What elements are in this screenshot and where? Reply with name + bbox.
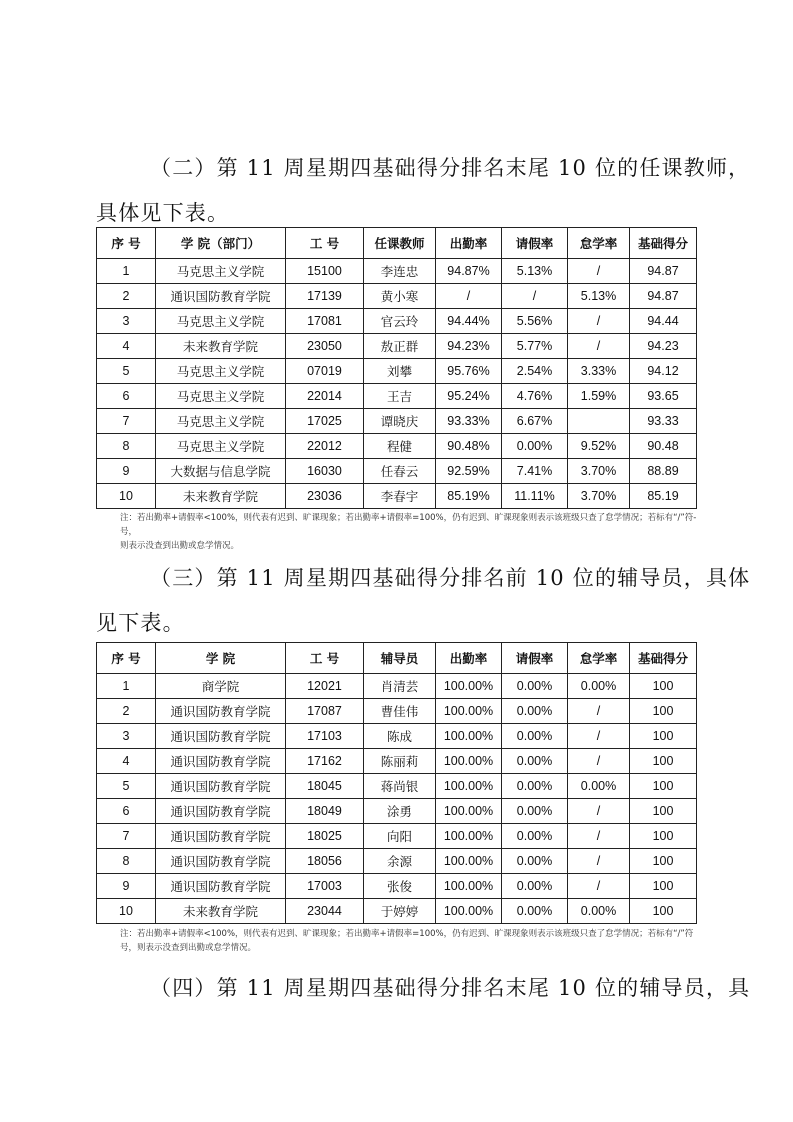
table-cell: 85.19% <box>436 484 502 509</box>
table-cell: 94.23 <box>630 334 697 359</box>
table-cell: 马克思主义学院 <box>156 384 286 409</box>
table-cell: 5 <box>97 359 156 384</box>
table-cell: / <box>568 849 630 874</box>
table-cell: 94.87% <box>436 259 502 284</box>
table-row <box>97 409 697 434</box>
table-cell: / <box>568 874 630 899</box>
column-header: 任课教师 <box>364 228 436 259</box>
column-header: 请假率 <box>502 643 568 674</box>
table-row <box>97 849 697 874</box>
table-row <box>97 874 697 899</box>
note-line: 注：若出勤率+请假率<100%，则代表有迟到、旷课现象；若出勤率+请假率=100%，仍有迟到、旷课现象则表示该班级只查了怠学情况；若标有“/”符-号， <box>120 513 697 537</box>
table-row <box>97 824 697 849</box>
table-cell: 8 <box>97 434 156 459</box>
column-header: 工 号 <box>286 228 364 259</box>
table-cell: 通识国防教育学院 <box>156 284 286 309</box>
table-cell: 93.65 <box>630 384 697 409</box>
table-cell: 涂勇 <box>364 799 436 824</box>
table-row <box>97 749 697 774</box>
column-header: 辅导员 <box>364 643 436 674</box>
table-cell: 100.00% <box>436 899 502 924</box>
table-cell: 11.11% <box>502 484 568 509</box>
table-cell: 蒋尚银 <box>364 774 436 799</box>
table-cell: 商学院 <box>156 674 286 699</box>
table-cell: 85.19 <box>630 484 697 509</box>
table-cell: 7 <box>97 824 156 849</box>
table-row <box>97 434 697 459</box>
table-row <box>97 724 697 749</box>
table-cell: 0.00% <box>502 899 568 924</box>
table-cell: 17087 <box>286 699 364 724</box>
section2-heading-line2: 具体见下表。 <box>96 201 230 225</box>
table-cell: 陈成 <box>364 724 436 749</box>
table-row <box>97 484 697 509</box>
note-line: 则表示没查到出勤或怠学情况。 <box>120 541 240 551</box>
table-cell: 0.00% <box>568 899 630 924</box>
table-cell: 100 <box>630 774 697 799</box>
table-cell: 马克思主义学院 <box>156 409 286 434</box>
table-cell: 7 <box>97 409 156 434</box>
table-cell: 黄小寒 <box>364 284 436 309</box>
table-cell: 92.59% <box>436 459 502 484</box>
table-cell: 余源 <box>364 849 436 874</box>
section3-heading-cont <box>96 601 706 646</box>
table-cell: 100.00% <box>436 799 502 824</box>
column-header: 学 院（部门） <box>156 228 286 259</box>
table-cell: 4 <box>97 749 156 774</box>
table-cell: 93.33 <box>630 409 697 434</box>
table-cell: 100 <box>630 899 697 924</box>
table-cell: / <box>436 284 502 309</box>
column-header: 怠学率 <box>568 643 630 674</box>
column-header: 出勤率 <box>436 643 502 674</box>
column-header: 学 院 <box>156 643 286 674</box>
table-cell: 4 <box>97 334 156 359</box>
table-cell: 5.56% <box>502 309 568 334</box>
table-cell: 100.00% <box>436 774 502 799</box>
table-cell: 5.77% <box>502 334 568 359</box>
table-cell: 曹佳伟 <box>364 699 436 724</box>
table-cell: 100.00% <box>436 874 502 899</box>
table-cell: 90.48% <box>436 434 502 459</box>
table-cell: 88.89 <box>630 459 697 484</box>
table-cell: 0.00% <box>502 434 568 459</box>
table-cell: 5 <box>97 774 156 799</box>
table-row <box>97 459 697 484</box>
table-cell: 通识国防教育学院 <box>156 874 286 899</box>
table-cell: 0.00% <box>502 724 568 749</box>
table-cell: 9 <box>97 459 156 484</box>
table-cell: 15100 <box>286 259 364 284</box>
table-note <box>120 511 710 553</box>
table-cell: 于婷婷 <box>364 899 436 924</box>
table-cell: 100 <box>630 724 697 749</box>
table-cell: 17139 <box>286 284 364 309</box>
table-cell: 1 <box>97 259 156 284</box>
table-cell: 100 <box>630 749 697 774</box>
table-cell: 李春宇 <box>364 484 436 509</box>
table-cell: 5.13% <box>568 284 630 309</box>
table-cell: 0.00% <box>502 799 568 824</box>
table-header-row <box>97 228 697 259</box>
table-cell: 大数据与信息学院 <box>156 459 286 484</box>
table-cell: 通识国防教育学院 <box>156 849 286 874</box>
table-cell: 10 <box>97 899 156 924</box>
column-header: 基础得分 <box>630 643 697 674</box>
table-cell: 17162 <box>286 749 364 774</box>
table-cell: 未来教育学院 <box>156 899 286 924</box>
table-cell: / <box>568 749 630 774</box>
section3-heading-line1: （三）第 11 周星期四基础得分排名前 10 位的辅导员，具体 <box>150 566 751 590</box>
table-cell: 李连忠 <box>364 259 436 284</box>
section2-heading <box>150 146 760 191</box>
table-cell: 马克思主义学院 <box>156 309 286 334</box>
table-cell: 0.00% <box>502 874 568 899</box>
table-cell: 22012 <box>286 434 364 459</box>
table-cell: 3.33% <box>568 359 630 384</box>
section3-heading <box>150 556 760 601</box>
table-header-row <box>97 643 697 674</box>
table-cell: / <box>568 799 630 824</box>
table-cell: 90.48 <box>630 434 697 459</box>
table-cell: 陈丽莉 <box>364 749 436 774</box>
table-cell: 17003 <box>286 874 364 899</box>
column-header: 序 号 <box>97 643 156 674</box>
table-row <box>97 899 697 924</box>
column-header: 请假率 <box>502 228 568 259</box>
table-cell: 王吉 <box>364 384 436 409</box>
table-cell: 95.24% <box>436 384 502 409</box>
table-cell: 0.00% <box>568 674 630 699</box>
table-cell: 6.67% <box>502 409 568 434</box>
table-cell: 2 <box>97 699 156 724</box>
table-cell: 官云玲 <box>364 309 436 334</box>
table-cell: 94.87 <box>630 284 697 309</box>
table-cell: 0.00% <box>502 774 568 799</box>
table-cell: 94.87 <box>630 259 697 284</box>
table-cell: 100.00% <box>436 749 502 774</box>
table-cell: 5.13% <box>502 259 568 284</box>
table-cell: 通识国防教育学院 <box>156 799 286 824</box>
table-cell: 程健 <box>364 434 436 459</box>
table-row <box>97 284 697 309</box>
table-cell: 94.44 <box>630 309 697 334</box>
table-cell: 17103 <box>286 724 364 749</box>
table-cell: 6 <box>97 384 156 409</box>
table-cell: 通识国防教育学院 <box>156 724 286 749</box>
table-cell: 100.00% <box>436 699 502 724</box>
table-cell: 9 <box>97 874 156 899</box>
table-cell: 刘攀 <box>364 359 436 384</box>
counselor-ranking-table <box>96 642 697 924</box>
table-cell: 谭晓庆 <box>364 409 436 434</box>
table-cell: 100.00% <box>436 824 502 849</box>
section4-heading-line1: （四）第 11 周星期四基础得分排名末尾 10 位的辅导员，具 <box>150 976 751 1000</box>
table-cell: 100.00% <box>436 674 502 699</box>
table-cell: 马克思主义学院 <box>156 359 286 384</box>
table-cell: / <box>502 284 568 309</box>
table-cell: 100 <box>630 699 697 724</box>
table-cell: 12021 <box>286 674 364 699</box>
table-cell: 任春云 <box>364 459 436 484</box>
section3-heading-line2: 见下表。 <box>96 611 185 635</box>
table-cell: / <box>568 699 630 724</box>
table-cell: / <box>568 259 630 284</box>
section4-heading <box>150 966 760 1011</box>
table-cell: 通识国防教育学院 <box>156 774 286 799</box>
table-cell: 张俊 <box>364 874 436 899</box>
table-cell: 18045 <box>286 774 364 799</box>
table-cell: / <box>568 334 630 359</box>
column-header: 工 号 <box>286 643 364 674</box>
table-cell: 敖正群 <box>364 334 436 359</box>
table-note <box>120 927 710 955</box>
column-header: 出勤率 <box>436 228 502 259</box>
table-cell: 1.59% <box>568 384 630 409</box>
note-line: 注：若出勤率+请假率<100%，则代表有迟到、旷课现象；若出勤率+请假率=100%，仍有迟到、旷课现象则表示该班级只查了怠学情况；若标有“/”符 <box>120 929 694 939</box>
teacher-ranking-table <box>96 227 697 509</box>
table-row <box>97 774 697 799</box>
table-row <box>97 259 697 284</box>
table-cell: 0.00% <box>502 849 568 874</box>
table-cell: 100 <box>630 824 697 849</box>
table-cell: / <box>568 824 630 849</box>
table-cell: 3.70% <box>568 484 630 509</box>
table-row <box>97 799 697 824</box>
table-cell: 6 <box>97 799 156 824</box>
table-row <box>97 309 697 334</box>
table-cell: 马克思主义学院 <box>156 259 286 284</box>
table-cell: 23044 <box>286 899 364 924</box>
table-cell: 23036 <box>286 484 364 509</box>
table-cell: 17025 <box>286 409 364 434</box>
table-cell: 100 <box>630 799 697 824</box>
table-cell: 0.00% <box>568 774 630 799</box>
table-cell: 17081 <box>286 309 364 334</box>
table-cell: 100.00% <box>436 849 502 874</box>
table-cell: 通识国防教育学院 <box>156 699 286 724</box>
table-cell: 18056 <box>286 849 364 874</box>
table-cell: 0.00% <box>502 824 568 849</box>
table-cell: 通识国防教育学院 <box>156 824 286 849</box>
table-cell: 1 <box>97 674 156 699</box>
table-cell: 16030 <box>286 459 364 484</box>
table-cell: 通识国防教育学院 <box>156 749 286 774</box>
table-cell: 95.76% <box>436 359 502 384</box>
table-cell: 18025 <box>286 824 364 849</box>
table-cell: 18049 <box>286 799 364 824</box>
column-header: 基础得分 <box>630 228 697 259</box>
column-header: 序 号 <box>97 228 156 259</box>
table-cell: 9.52% <box>568 434 630 459</box>
table-row <box>97 674 697 699</box>
table-cell: 100 <box>630 874 697 899</box>
table-cell: 3 <box>97 309 156 334</box>
table-cell: 10 <box>97 484 156 509</box>
table-cell: 马克思主义学院 <box>156 434 286 459</box>
table-cell: 0.00% <box>502 699 568 724</box>
table-cell: 3.70% <box>568 459 630 484</box>
column-header: 怠学率 <box>568 228 630 259</box>
table-cell: 0.00% <box>502 749 568 774</box>
note-line: 号，则表示没查到出勤或怠学情况。 <box>120 943 257 953</box>
table-cell: 07019 <box>286 359 364 384</box>
table-cell: 7.41% <box>502 459 568 484</box>
table-cell: 肖清芸 <box>364 674 436 699</box>
table-cell: 未来教育学院 <box>156 484 286 509</box>
table-cell: 94.44% <box>436 309 502 334</box>
table-cell: 100.00% <box>436 724 502 749</box>
table-cell: 2 <box>97 284 156 309</box>
table-cell: 100 <box>630 674 697 699</box>
table-cell: 93.33% <box>436 409 502 434</box>
table-cell: 4.76% <box>502 384 568 409</box>
table-cell: 2.54% <box>502 359 568 384</box>
table-cell: 未来教育学院 <box>156 334 286 359</box>
table-row <box>97 359 697 384</box>
table-cell: 94.23% <box>436 334 502 359</box>
table-cell: 0.00% <box>502 674 568 699</box>
section2-heading-line1: （二）第 11 周星期四基础得分排名末尾 10 位的任课教师， <box>150 156 751 180</box>
table-cell: 3 <box>97 724 156 749</box>
table-cell <box>568 409 630 434</box>
table-cell: 94.12 <box>630 359 697 384</box>
table-cell: 100 <box>630 849 697 874</box>
table-row <box>97 334 697 359</box>
table-cell: / <box>568 309 630 334</box>
table-row <box>97 384 697 409</box>
table-row <box>97 699 697 724</box>
table-cell: 23050 <box>286 334 364 359</box>
table-cell: 向阳 <box>364 824 436 849</box>
table-cell: 8 <box>97 849 156 874</box>
table-cell: 22014 <box>286 384 364 409</box>
table-cell: / <box>568 724 630 749</box>
